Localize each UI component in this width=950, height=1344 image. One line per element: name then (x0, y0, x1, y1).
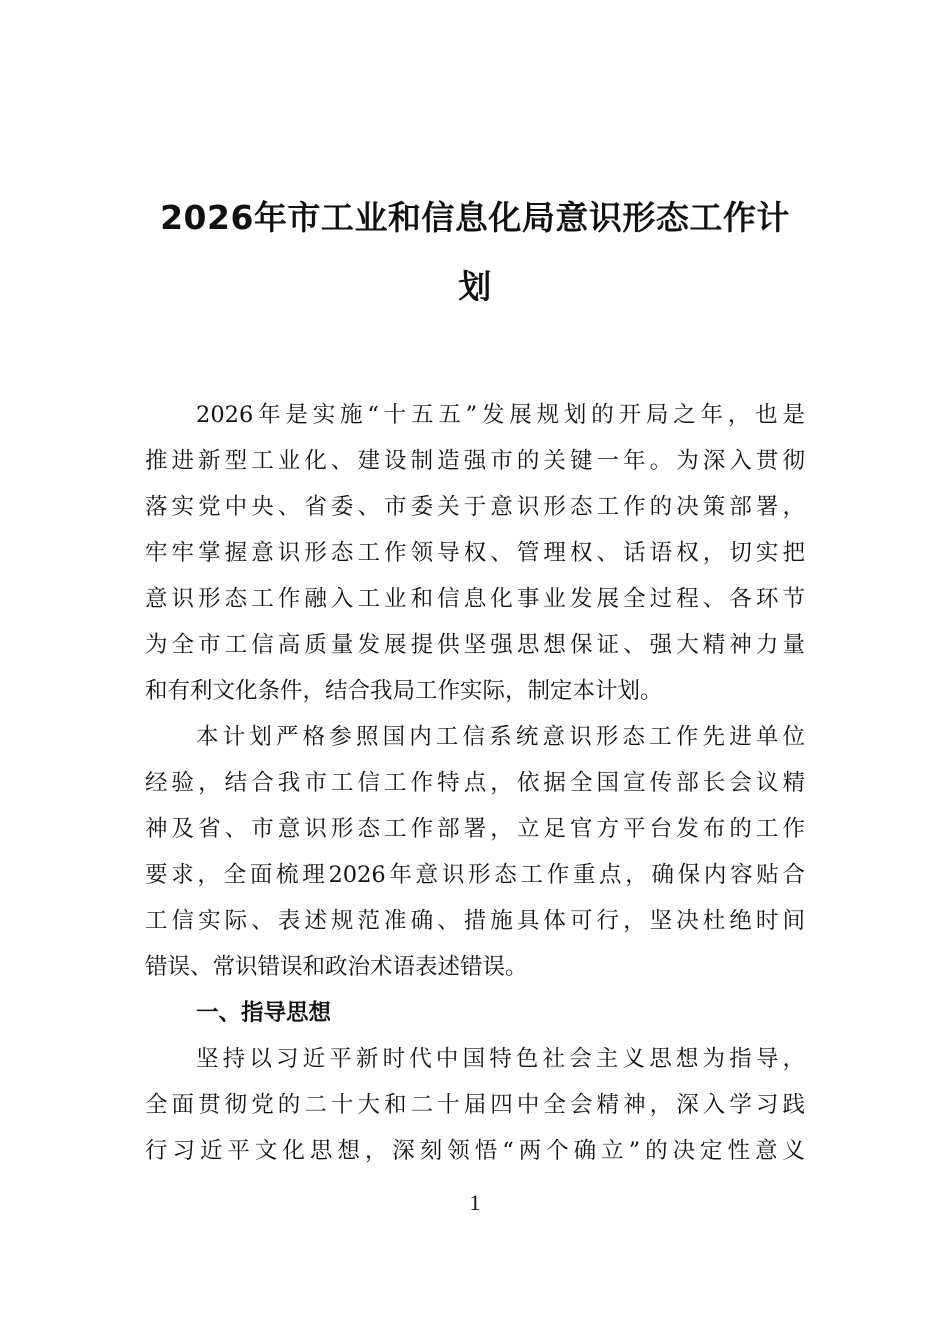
paragraph-1-line-7: 和有利文化条件，结合我局工作实际，制定本计划。 (145, 678, 663, 704)
paragraph-1-line-4: 牢牢掌握意识形态工作领导权、管理权、话语权，切实把 (145, 540, 805, 566)
section-paragraph-line-1: 坚持以习近平新时代中国特色社会主义思想为指导， (196, 1046, 805, 1072)
paragraph-1-line-1: 2026年是实施“十五五”发展规划的开局之年，也是 (196, 402, 805, 428)
document-title-line-1: 2026年市工业和信息化局意识形态工作计 (160, 198, 790, 237)
section-paragraph-line-3: 行习近平文化思想，深刻领悟“两个确立”的决定性意义 (145, 1138, 805, 1164)
paragraph-2-line-1: 本计划严格参照国内工信系统意识形态工作先进单位 (196, 724, 805, 750)
section-paragraph-line-2: 全面贯彻党的二十大和二十届四中全会精神，深入学习践 (145, 1092, 805, 1118)
paragraph-2-line-5: 工信实际、表述规范准确、措施具体可行，坚决杜绝时间 (145, 908, 805, 934)
page-number: 1 (469, 1190, 481, 1215)
paragraph-1-line-2: 推进新型工业化、建设制造强市的关键一年。为深入贯彻 (145, 448, 805, 474)
paragraph-1-line-6: 为全市工信高质量发展提供坚强思想保证、强大精神力量 (145, 632, 805, 658)
paragraph-2-line-4: 要求，全面梳理2026年意识形态工作重点，确保内容贴合 (145, 862, 805, 888)
paragraph-2-line-3: 神及省、市意识形态工作部署，立足官方平台发布的工作 (145, 816, 805, 842)
section-heading: 一、指导思想 (196, 1000, 332, 1026)
paragraph-1-line-5: 意识形态工作融入工业和信息化事业发展全过程、各环节 (145, 586, 805, 612)
paragraph-2-line-6: 错误、常识错误和政治术语表述错误。 (145, 954, 528, 980)
paragraph-1-line-3: 落实党中央、省委、市委关于意识形态工作的决策部署， (145, 494, 805, 520)
paragraph-2-line-2: 经验，结合我市工信工作特点，依据全国宣传部长会议精 (145, 770, 805, 796)
document-title-line-2: 划 (458, 267, 492, 306)
